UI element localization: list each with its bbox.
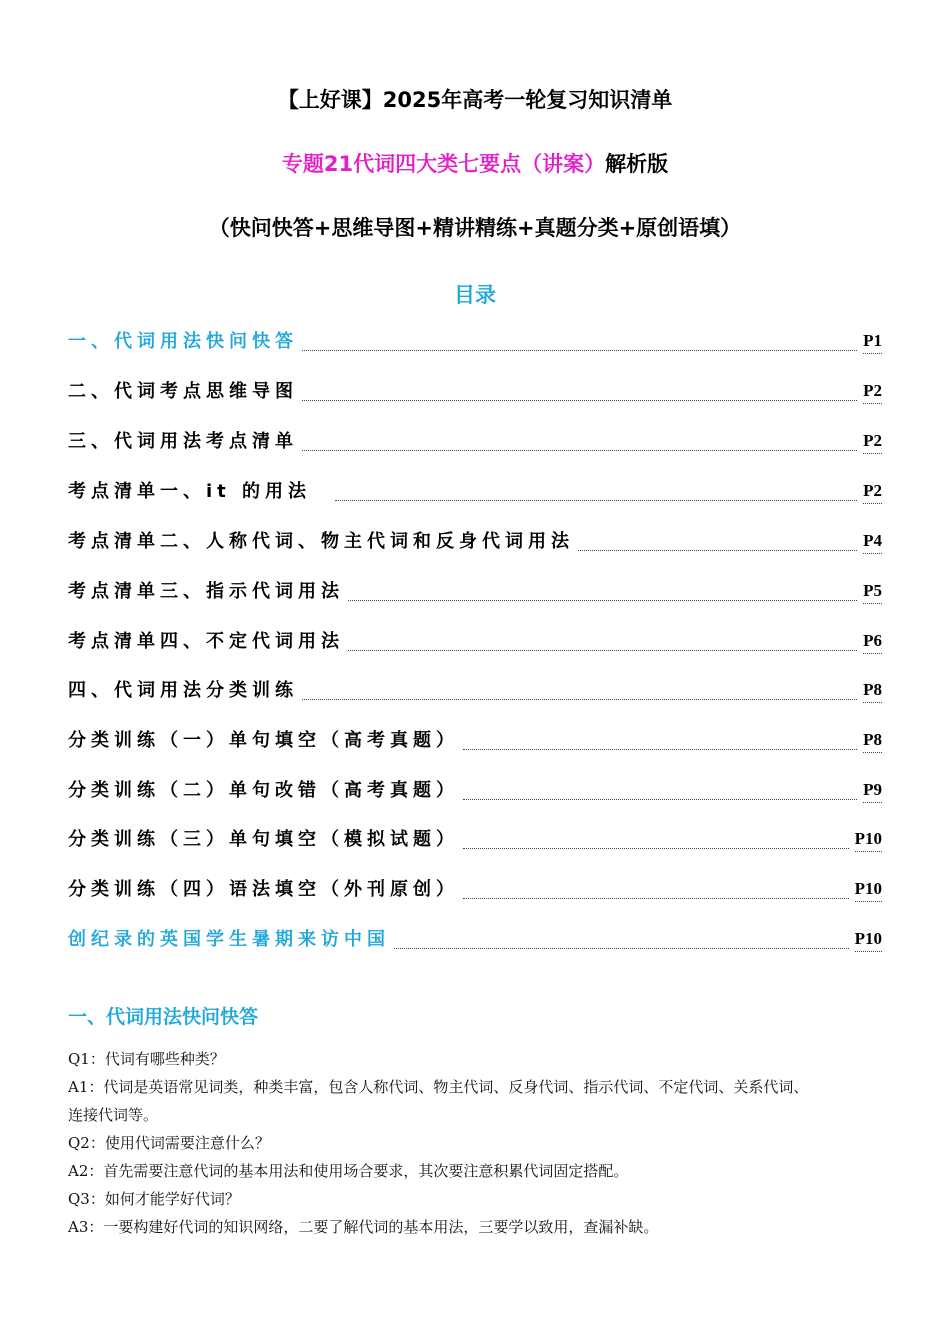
toc-item-page: P2 [863,429,882,454]
toc-leader [463,749,857,750]
toc-item-label: 考点清单一、it 的用法 [68,481,312,502]
toc-item-label: 考点清单二、人称代词、物主代词和反身代词用法 [68,531,574,552]
toc-item[interactable] [68,328,882,354]
qa-line: 连接代词等。 [68,1106,159,1124]
toc-item[interactable] [68,777,882,803]
toc-item-label: 考点清单三、指示代词用法 [68,581,344,602]
toc-item[interactable] [68,727,882,753]
toc-item-page: P8 [863,678,882,703]
toc-item-label: 三、代词用法考点清单 [68,431,298,452]
toc-item-label: 创纪录的英国学生暑期来访中国 [68,929,390,950]
toc-leader [302,699,857,700]
toc-item[interactable] [68,677,882,703]
toc-item-label: 二、代词考点思维导图 [68,381,298,402]
toc-item[interactable] [68,378,882,404]
section-heading: 一、代词用法快问快答 [68,1006,259,1028]
toc-item-label: 分类训练（三）单句填空（模拟试题） [68,829,459,850]
qa-line: A2：首先需要注意代词的基本用法和使用场合要求，其次要注意积累代词固定搭配。 [68,1162,629,1180]
toc-item-page: P10 [855,877,882,902]
qa-line: Q2：使用代词需要注意什么？ [68,1134,270,1152]
subtitle-highlight: 专题21代词四大类七要点（讲案） [281,152,606,176]
toc-item[interactable] [68,876,882,902]
toc-item-page: P10 [855,927,882,952]
toc-leader [394,948,849,949]
toc-leader [302,450,857,451]
toc-item[interactable] [68,528,882,554]
toc-leader [463,898,849,899]
toc-item-label: 分类训练（一）单句填空（高考真题） [68,730,459,751]
doc-title: 【上好课】2025年高考一轮复习知识清单 [277,88,673,112]
toc-item[interactable] [68,826,882,852]
toc-leader [302,400,857,401]
subtitle-rest: 解析版 [605,152,669,176]
toc-item-page: P5 [863,579,882,604]
toc-leader [578,550,857,551]
toc-item-label: 考点清单四、不定代词用法 [68,631,344,652]
toc-heading: 目录 [454,283,496,307]
toc-item[interactable] [68,578,882,604]
qa-line: Q3：如何才能学好代词？ [68,1190,240,1208]
toc-item-page: P8 [863,728,882,753]
toc-item-label: 分类训练（四）语法填空（外刊原创） [68,879,459,900]
toc-leader [335,500,857,501]
toc-leader [302,350,857,351]
toc-item-page: P10 [855,827,882,852]
doc-tagline: （快问快答+思维导图+精讲精练+真题分类+原创语填） [208,216,742,240]
toc-item-page: P2 [863,379,882,404]
toc-item-label: 一、代词用法快问快答 [68,331,298,352]
toc-item-page: P6 [863,629,882,654]
toc-item-page: P1 [863,329,882,354]
toc-item-page: P9 [863,778,882,803]
toc-item[interactable] [68,478,882,504]
toc-leader [463,799,857,800]
toc-item[interactable] [68,926,882,952]
toc-item[interactable] [68,628,882,654]
qa-line: A3：一要构建好代词的知识网络，二要了解代词的基本用法，三要学以致用，查漏补缺。 [68,1218,659,1236]
toc-item-label: 分类训练（二）单句改错（高考真题） [68,780,459,801]
qa-line: Q1：代词有哪些种类？ [68,1050,225,1068]
toc-item-page: P4 [863,529,882,554]
qa-line: A1：代词是英语常见词类，种类丰富，包含人称代词、物主代词、反身代词、指示代词、不定代词、关系代词、 [68,1078,809,1096]
toc-item-page: P2 [863,479,882,504]
toc-item-label: 四、代词用法分类训练 [68,680,298,701]
toc-leader [348,600,857,601]
toc-item[interactable] [68,428,882,454]
toc-leader [463,848,849,849]
doc-subtitle [0,150,950,178]
toc-leader [348,650,857,651]
